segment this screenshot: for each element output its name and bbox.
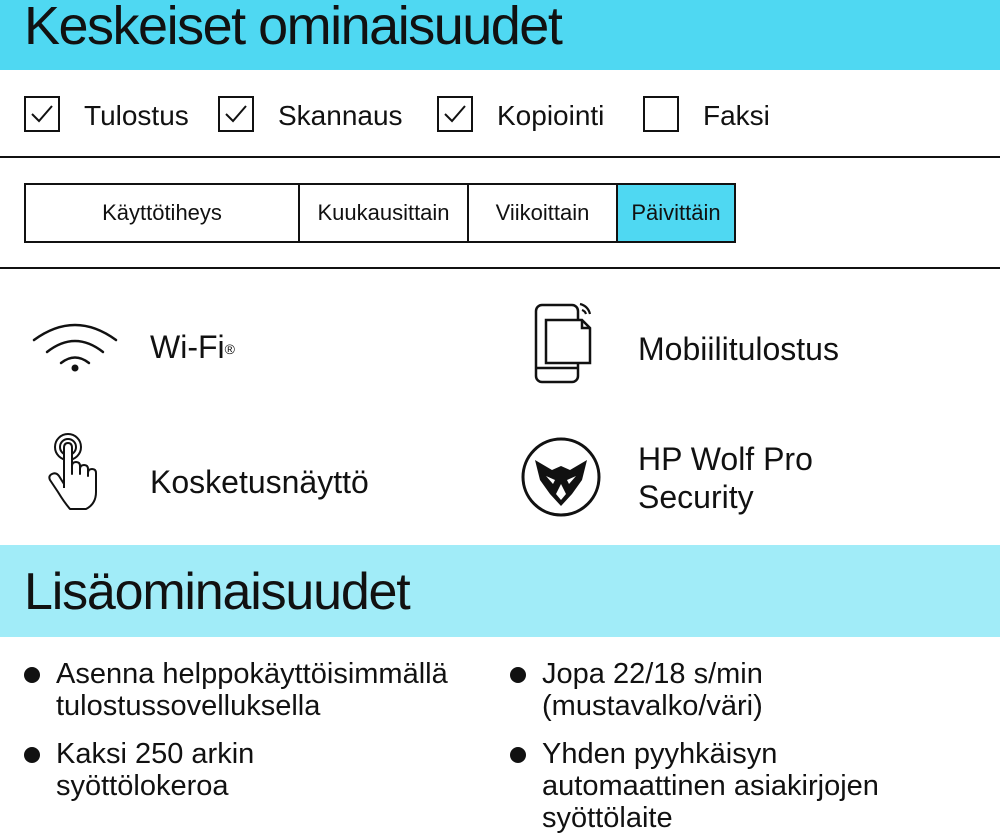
list-item-line: (mustavalko/väri): [542, 690, 763, 722]
bullet-icon: [510, 667, 526, 683]
wolf-security-label: [638, 440, 813, 516]
list-item-line: Asenna helppokäyttöisimmällä: [56, 658, 448, 690]
tab-daily[interactable]: Päivittäin: [618, 185, 734, 241]
scan-checkbox[interactable]: [218, 96, 254, 132]
bullet-icon: [24, 667, 40, 683]
wifi-feature: [150, 328, 235, 366]
fax-checkbox[interactable]: [643, 96, 679, 132]
tab-weekly[interactable]: Viikoittain: [469, 185, 618, 241]
wifi-icon: [30, 318, 120, 373]
list-item-line: syöttölaite: [542, 802, 673, 833]
list-item-line: automaattinen asiakirjojen: [542, 770, 879, 802]
copy-checkbox[interactable]: [437, 96, 473, 132]
usage-frequency-selector: [24, 183, 736, 243]
mobile-print-icon: [530, 300, 605, 385]
usage-label: Käyttötiheys: [26, 185, 300, 241]
divider: [0, 267, 1000, 269]
bullet-icon: [24, 747, 40, 763]
mobile-print-label: Mobiilitulostus: [638, 331, 839, 367]
list-item-line: Yhden pyyhkäisyn: [542, 738, 778, 770]
divider: [0, 156, 1000, 158]
print-label: Tulostus: [84, 100, 189, 131]
tab-monthly[interactable]: Kuukausittain: [300, 185, 469, 241]
list-item: [510, 738, 990, 833]
registered-mark: ®: [224, 341, 235, 357]
list-item-line: Jopa 22/18 s/min: [542, 658, 763, 690]
touch-icon: [44, 432, 106, 512]
wolf-security-line1: HP Wolf Pro: [638, 441, 813, 477]
checkmark-icon: [29, 101, 55, 127]
additional-features-title: Lisäominaisuudet: [24, 563, 410, 621]
checkmark-icon: [223, 101, 249, 127]
function-row: [0, 70, 1000, 158]
wolf-security-line2: Security: [638, 479, 754, 515]
list-item: [24, 658, 494, 722]
additional-features-band: [0, 545, 1000, 637]
touchscreen-label: Kosketusnäyttö: [150, 464, 369, 500]
scan-label: Skannaus: [278, 100, 403, 131]
copy-label: Kopiointi: [497, 100, 605, 131]
page-title: Keskeiset ominaisuudet: [24, 0, 562, 56]
list-item: [24, 738, 494, 802]
checkmark-icon: [442, 101, 468, 127]
header-band: [0, 0, 1000, 70]
list-item-line: Kaksi 250 arkin: [56, 738, 255, 770]
list-item-line: tulostussovelluksella: [56, 690, 321, 722]
bullet-icon: [510, 747, 526, 763]
list-item: [510, 658, 980, 722]
list-item-line: syöttölokeroa: [56, 770, 229, 802]
print-checkbox[interactable]: [24, 96, 60, 132]
wolf-shield-icon: [520, 436, 602, 518]
wifi-label: Wi-Fi: [150, 329, 225, 365]
fax-label: Faksi: [703, 100, 770, 131]
